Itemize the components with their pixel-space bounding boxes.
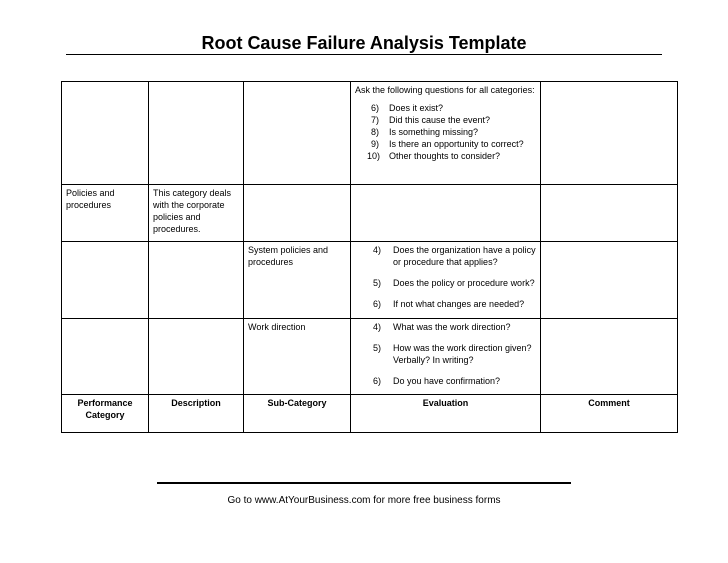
list-item: 10) Other thoughts to consider? (367, 151, 501, 161)
list-item: 9) Is there an opportunity to correct? (371, 139, 524, 149)
subcategory-cell: Work direction (244, 319, 351, 395)
category-cell (62, 319, 149, 395)
category-cell (62, 82, 149, 185)
header-comment: Comment (541, 395, 678, 433)
footer-divider (157, 482, 571, 484)
evaluation-cell (351, 319, 541, 395)
description-cell (149, 82, 244, 185)
table-row (62, 185, 678, 242)
evaluation-cell (351, 82, 541, 185)
header-performance-category: Performance Category (62, 395, 149, 433)
list-item: 8) Is something missing? (371, 127, 479, 137)
title-underline (66, 54, 662, 55)
header-subcategory: Sub-Category (244, 395, 351, 433)
header-description: Description (149, 395, 244, 433)
list-item: 6) Do you have confirmation? (373, 376, 501, 386)
subcategory-cell (244, 82, 351, 185)
evaluation-cell (351, 185, 541, 242)
description-cell (149, 242, 244, 319)
table-row (62, 242, 678, 319)
evaluation-cell (351, 242, 541, 319)
list-item: 6) Does it exist? (371, 103, 444, 113)
comment-cell[interactable] (541, 185, 678, 242)
category-cell: Policies and procedures (62, 185, 149, 242)
list-item: 5) Does the policy or procedure work? (373, 278, 535, 288)
list-item: 6) If not what changes are needed? (373, 299, 525, 309)
header-evaluation: Evaluation (351, 395, 541, 433)
category-cell (62, 242, 149, 319)
document-title: Root Cause Failure Analysis Template (201, 33, 527, 53)
question-list (355, 102, 536, 162)
comment-cell[interactable] (541, 82, 678, 185)
description-cell: This category deals with the corporate policies and procedures. (149, 185, 244, 242)
subcategory-cell: System policies and procedures (244, 242, 351, 319)
analysis-table (61, 81, 678, 433)
comment-cell[interactable] (541, 242, 678, 319)
header-row (62, 395, 678, 433)
question-list (355, 321, 536, 387)
list-item: 5) How was the work direction given? Verbally? In writing? (373, 343, 532, 365)
table-row (62, 319, 678, 395)
question-list (355, 244, 536, 310)
subcategory-cell (244, 185, 351, 242)
evaluation-intro: Ask the following questions for all categories: (355, 85, 535, 95)
table-row (62, 82, 678, 185)
list-item: 4) What was the work direction? (373, 322, 511, 332)
comment-cell[interactable] (541, 319, 678, 395)
footer-text: Go to www.AtYourBusiness.com for more free business forms (227, 495, 501, 506)
list-item: 7) Did this cause the event? (371, 115, 491, 125)
description-cell (149, 319, 244, 395)
list-item: 4) Does the organization have a policy or procedure that applies? (373, 245, 536, 267)
